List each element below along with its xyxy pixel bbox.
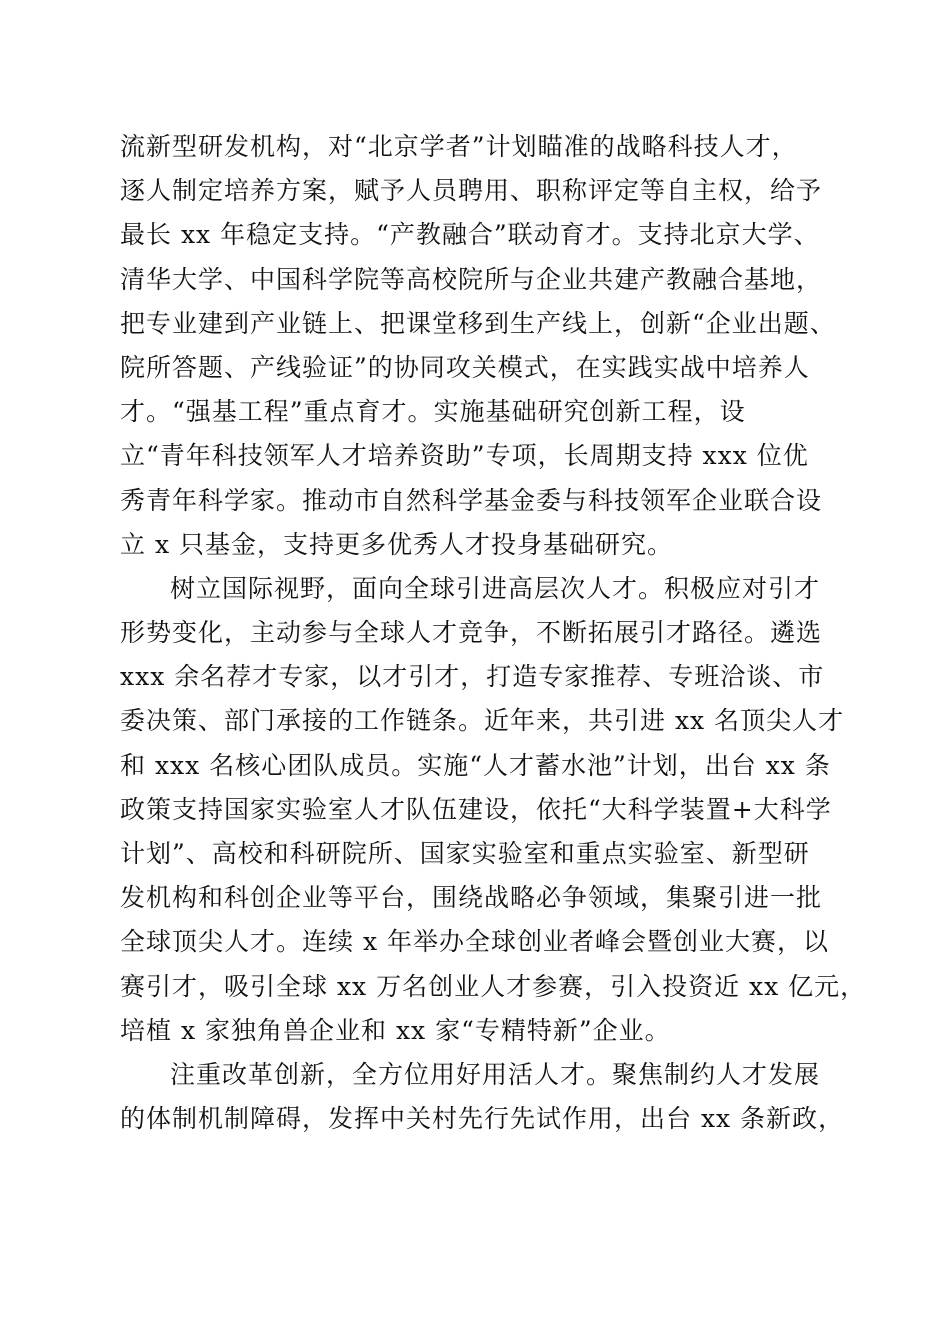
- text-line: xxx 余名荐才专家，以才引才，打造专家推荐、专班洽谈、市: [120, 662, 825, 692]
- text-line: 逐人制定培养方案，赋予人员聘用、职称评定等自主权，给予: [120, 176, 823, 206]
- text-line: 培植 x 家独角兽企业和 xx 家“专精特新”企业。: [120, 1015, 671, 1045]
- text-line: 把专业建到产业链上、把课堂移到生产线上，创新“企业出题、: [120, 308, 836, 338]
- text-line: 立“青年科技领军人才培养资助”专项，长周期支持 xxx 位优: [120, 441, 809, 471]
- text-line: 秀青年科学家。推动市自然科学基金委与科技领军企业联合设: [120, 485, 823, 515]
- paragraph-1: [120, 125, 860, 567]
- text-line: 赛引才，吸引全球 xx 万名创业人才参赛，引入投资近 xx 亿元，: [120, 971, 867, 1001]
- text-line: 注重改革创新，全方位用好用活人才。聚焦制约人才发展: [170, 1059, 821, 1089]
- paragraph-3: [120, 1053, 860, 1141]
- text-line: 最长 xx 年稳定支持。“产教融合”联动育才。支持北京大学、: [120, 220, 820, 250]
- text-line: 院所答题、产线验证”的协同攻关模式，在实践实战中培养人: [120, 352, 810, 382]
- body-text: [120, 125, 867, 1141]
- text-line: 的体制机制障碍，发挥中关村先行先试作用，出台 xx 条新政，: [120, 1104, 845, 1134]
- text-line: 立 x 只基金，支持更多优秀人才投身基础研究。: [120, 529, 673, 559]
- text-line: 委决策、部门承接的工作链条。近年来，共引进 xx 名顶尖人才: [120, 706, 845, 736]
- text-line: 流新型研发机构，对“北京学者”计划瞄准的战略科技人才，: [120, 132, 798, 161]
- text-line: 和 xxx 名核心团队成员。实施“人才蓄水池”计划，出台 xx 条: [120, 750, 831, 780]
- text-line: 计划”、高校和科研院所、国家实验室和重点实验室、新型研: [120, 839, 810, 868]
- text-line: 清华大学、中国科学院等高校院所与企业共建产教融合基地，: [120, 264, 823, 294]
- text-line: 发机构和科创企业等平台，围绕战略必争领域，集聚引进一批: [120, 883, 823, 913]
- paragraph-2: [120, 567, 867, 1053]
- text-line: 才。“强基工程”重点育才。实施基础研究创新工程，设: [120, 397, 746, 427]
- text-line: 政策支持国家实验室人才队伍建设，依托“大科学装置+大科学: [120, 794, 832, 824]
- text-line: 形势变化，主动参与全球人才竞争，不断拓展引才路径。遴选: [120, 618, 823, 648]
- text-line: 树立国际视野，面向全球引进高层次人才。积极应对引才: [170, 573, 821, 603]
- text-line: 全球顶尖人才。连续 x 年举办全球创业者峰会暨创业大赛，以: [120, 927, 829, 957]
